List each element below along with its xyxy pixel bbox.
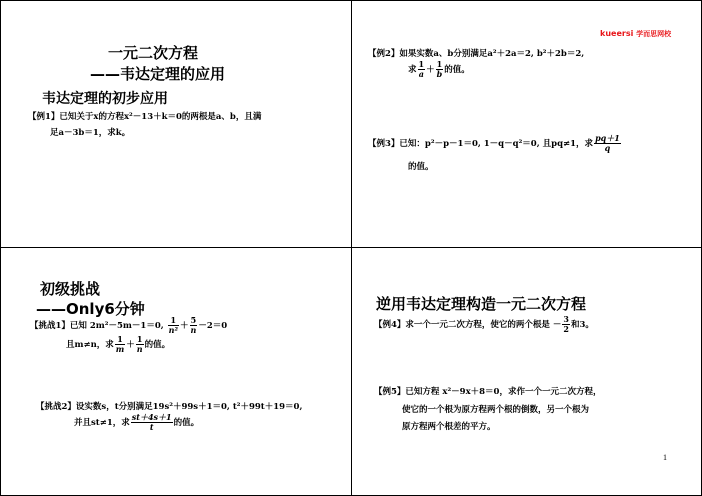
example2-line1: 【例2】如果实数a、b分别满足a²＋2a＝2, b²＋2b＝2, [368, 49, 585, 59]
fraction-denominator: b [436, 69, 443, 79]
fraction-denominator: t [149, 422, 154, 432]
fraction-1-over-m [115, 335, 125, 354]
slide1-heading: 韦达定理的初步应用 [42, 91, 168, 107]
example1-line2: 足a－3b＝1，求k。 [50, 128, 131, 138]
challenge2-suffix: 的值。 [173, 418, 200, 428]
challenge1-text: 【挑战1】已知 2m²－5m－1＝0, [30, 321, 164, 331]
fraction-denominator: q [604, 143, 611, 153]
fraction-numerator: st＋4s＋1 [131, 412, 172, 422]
fraction-numerator: 1 [136, 334, 143, 344]
challenge2-prefix: 并且st≠1，求 [74, 418, 130, 428]
challenge2-line2 [74, 413, 199, 432]
fraction-pq-plus-1-over-q [594, 134, 621, 153]
slide-1 [0, 0, 351, 247]
example4-line [374, 315, 594, 334]
slide-2 [352, 0, 702, 247]
example5-line1: 【例5】已知方程 x²－9x＋8＝0，求作一个一元二次方程， [374, 387, 602, 397]
challenge2-line1: 【挑战2】设实数s，t分别满足19s²＋99s＋1＝0, t²＋99t＋19＝0, [36, 402, 303, 412]
example5-line3: 原方程两个根差的平方。 [402, 422, 496, 432]
challenge1-line1 [30, 316, 227, 335]
fraction-denominator: a [418, 69, 424, 79]
slide-3 [0, 248, 351, 496]
plus-sign: ＋ [126, 340, 135, 350]
fraction-1-over-n [136, 335, 144, 354]
fraction-numerator: 1 [436, 59, 443, 69]
example2-suffix: 的值。 [444, 65, 470, 75]
fraction-denominator: n [136, 344, 143, 354]
fraction-1-over-b [436, 60, 444, 79]
example3-line1 [368, 134, 622, 153]
fraction-numerator: 3 [563, 314, 569, 324]
example4-prefix: 【例4】求一个一元二次方程，使它的两个根是 － [374, 320, 562, 330]
slide1-title: 一元二次方程 [108, 44, 199, 62]
fraction-5-over-n [190, 316, 198, 335]
logo-chinese: 学而思网校 [636, 30, 672, 38]
example1-line1: 【例1】已知关于x的方程x²－13＋k＝0的两根是a、b，且满 [28, 112, 262, 122]
example3-text: 【例3】已知：p²－p－1＝0, 1－q－q²＝0, 且pq≠1，求 [368, 139, 594, 149]
slide4-title: 逆用韦达定理构造一元二次方程 [376, 295, 587, 313]
fraction-numerator: 1 [115, 335, 125, 345]
example5-line2: 使它的一个根为原方程两个根的倒数，另一个根为 [402, 405, 590, 415]
slide1-subtitle: ——韦达定理的应用 [90, 65, 226, 83]
logo [600, 29, 671, 39]
challenge1-suffix: 的值。 [144, 340, 171, 350]
fraction-numerator: pq＋1 [595, 133, 620, 143]
fraction-st-4s-1-over-t [131, 413, 173, 432]
fraction-numerator: 5 [190, 315, 197, 325]
plus-sign: ＋ [180, 321, 189, 331]
fraction-denominator: m [115, 344, 125, 354]
slide3-subtitle: ——Only6分钟 [36, 300, 145, 318]
plus-sign: ＋ [426, 65, 435, 75]
challenge1-prefix: 且m≠n，求 [66, 340, 114, 350]
challenge1-line2 [66, 335, 170, 354]
fraction-numerator: 1 [418, 59, 425, 69]
slide3-title: 初级挑战 [40, 280, 101, 298]
example2-prefix: 求 [408, 65, 417, 75]
fraction-denominator: 2 [563, 324, 569, 334]
example4-suffix: 和3。 [570, 320, 594, 330]
fraction-numerator: 1 [168, 316, 179, 326]
example3-line2: 的值。 [408, 162, 434, 172]
fraction-denominator: n² [168, 325, 178, 335]
fraction-1-over-n-squared [168, 316, 179, 335]
fraction-1-over-a [418, 60, 426, 79]
fraction-3-over-2 [562, 315, 570, 334]
logo-brand: kueersi [600, 29, 634, 38]
example2-line2 [408, 60, 470, 79]
challenge1-tail: －2＝0 [198, 321, 228, 331]
page-number: 1 [663, 453, 667, 462]
slide-4 [352, 248, 702, 496]
fraction-denominator: n [190, 325, 197, 335]
